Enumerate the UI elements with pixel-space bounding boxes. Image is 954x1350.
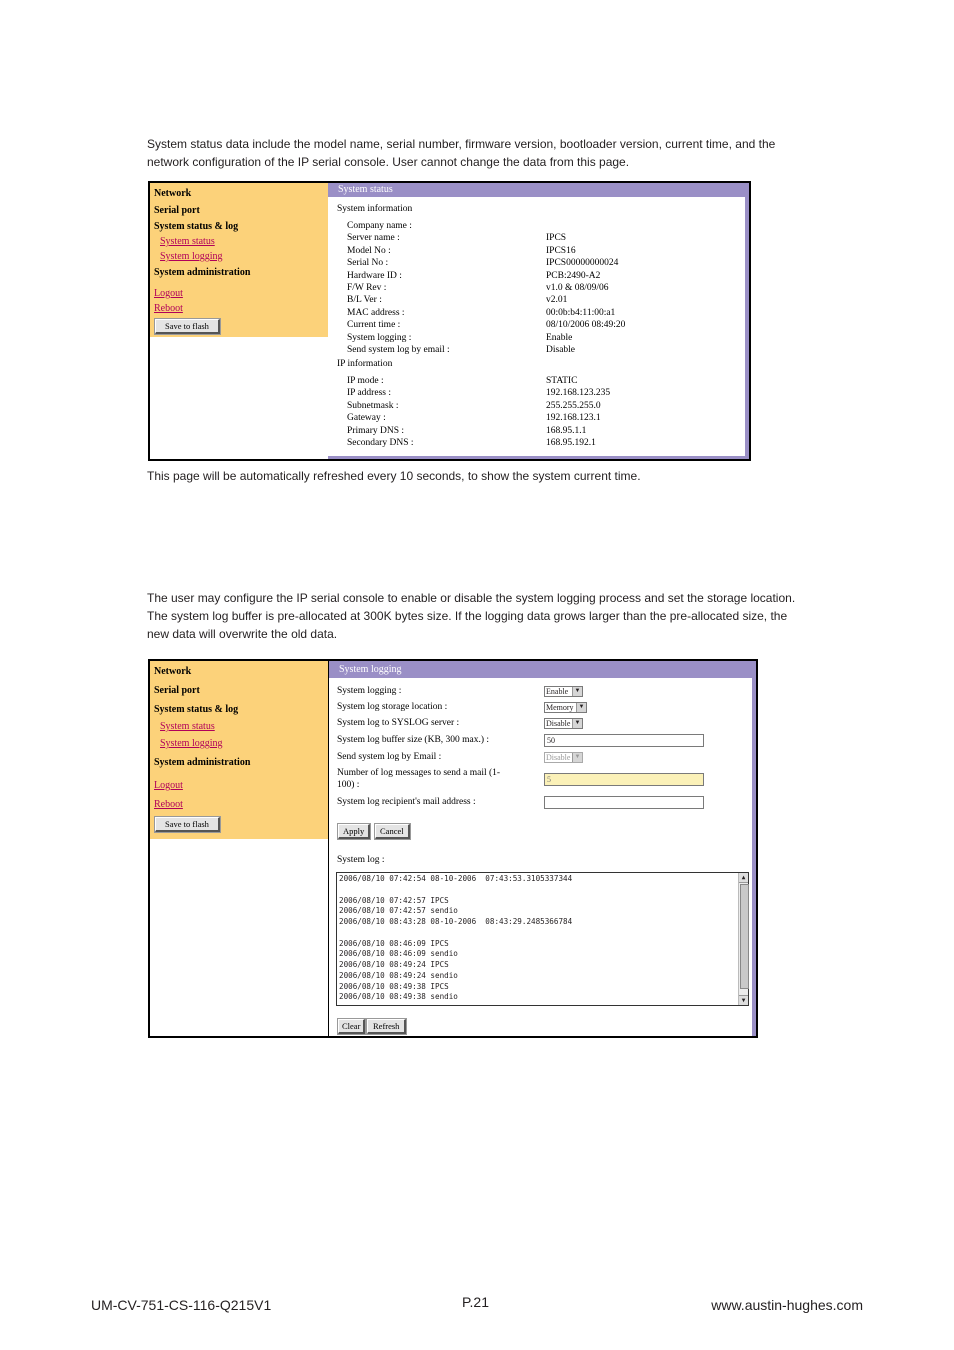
footer-doc-id: UM-CV-751-CS-116-Q215V1 [91, 1297, 272, 1313]
info-value: STATIC [546, 376, 578, 386]
mail-count-input[interactable]: 5 [544, 773, 704, 786]
system-logging-screenshot [148, 659, 758, 1038]
status-titlebar: System status [328, 183, 749, 197]
status-bottom-border [328, 456, 749, 459]
cancel-button[interactable]: Cancel [375, 824, 410, 839]
log-line: 2006/08/10 08:43:28 08-10-2006 08:43:29.2485366784 [339, 917, 573, 926]
log-line: 2006/08/10 08:46:09 IPCS [339, 938, 449, 948]
mail-count-label-1: Number of log messages to send a mail (1- [337, 768, 501, 778]
info-value: 00:0b:b4:11:00:a1 [546, 307, 616, 318]
sidebar-link-system-logging[interactable]: System logging [160, 251, 223, 262]
sidebar-link-system-status[interactable]: System status [160, 721, 215, 732]
info-label: Send system log by email : [347, 345, 450, 355]
info-value: 192.168.123.235 [546, 388, 611, 399]
info-label: IP mode : [347, 376, 384, 386]
sidebar-network[interactable]: Network [154, 188, 192, 199]
sidebar-serial-port[interactable]: Serial port [154, 205, 200, 216]
log-line: 2006/08/10 08:49:24 sendio [339, 970, 458, 980]
intro-line-1: System status data include the model name, serial number, firmware version, bootloader version, current time, and the [147, 137, 776, 151]
info-label: Subnetmask : [347, 400, 399, 411]
sidebar-link-system-status[interactable]: System status [160, 236, 215, 247]
info-label: System logging : [347, 332, 412, 343]
info-value: Disable [546, 345, 576, 355]
info-value: IPCS16 [546, 245, 576, 256]
info-label: MAC address : [347, 307, 405, 318]
info-label: Current time : [347, 320, 401, 331]
system-information-heading: System information [337, 204, 413, 214]
chevron-down-icon: ▼ [572, 753, 582, 762]
intro-paragraph [147, 135, 847, 171]
log-line [339, 928, 746, 939]
refresh-note: This page will be automatically refreshed every 10 seconds, to show the system current time. [147, 469, 641, 483]
footer-page-number: P.21 [462, 1294, 489, 1310]
logging-intro-line-1: The user may configure the IP serial console to enable or disable the system logging process and set the storage location. [147, 591, 796, 605]
status-right-border [745, 183, 749, 459]
log-line [339, 885, 746, 896]
buffer-size-input[interactable]: 50 [544, 734, 704, 747]
info-value: PCB:2490-A2 [546, 270, 601, 281]
info-label: Hardware ID : [347, 270, 402, 281]
sidebar-reboot-link[interactable]: Reboot [154, 303, 183, 314]
buffer-size-label: System log buffer size (KB, 300 max.) : [337, 735, 490, 745]
info-value: v1.0 & 08/09/06 [546, 283, 609, 293]
info-value: 255.255.255.0 [546, 400, 601, 411]
status-sidebar [150, 183, 328, 337]
storage-location-select[interactable] [544, 702, 587, 713]
system-logging-select[interactable] [544, 686, 583, 697]
info-label: Secondary DNS : [347, 438, 414, 448]
email-log-select[interactable] [544, 752, 583, 763]
syslog-server-label: System log to SYSLOG server : [337, 718, 460, 728]
email-log-value: Disable [546, 753, 571, 762]
sidebar-link-system-logging[interactable]: System logging [160, 738, 223, 749]
sidebar-status-log[interactable]: System status & log [154, 704, 239, 715]
recipient-input[interactable] [544, 796, 704, 809]
system-logging-value: Enable [546, 687, 569, 696]
logging-right-border [752, 661, 756, 1036]
storage-location-label: System log storage location : [337, 702, 448, 712]
sidebar-network[interactable]: Network [154, 666, 192, 677]
info-value: Enable [546, 332, 573, 343]
system-logging-label: System logging : [337, 686, 402, 696]
info-value: 192.168.123.1 [546, 413, 601, 424]
sidebar-serial-port[interactable]: Serial port [154, 685, 200, 696]
sidebar-status-log[interactable]: System status & log [154, 221, 239, 232]
sidebar-logout-link[interactable]: Logout [154, 288, 183, 299]
sidebar-system-admin[interactable]: System administration [154, 757, 251, 768]
email-log-label: Send system log by Email : [337, 752, 442, 762]
clear-button[interactable]: Clear [338, 1019, 365, 1034]
logging-main-panel [329, 661, 756, 1036]
logging-intro-paragraph [147, 589, 847, 643]
info-value: IPCS [546, 233, 567, 244]
storage-location-value: Memory [546, 703, 574, 712]
save-to-flash-button[interactable]: Save to flash [155, 319, 220, 334]
info-label: Gateway : [347, 413, 386, 424]
save-to-flash-button[interactable]: Save to flash [155, 817, 220, 832]
info-label: Model No : [347, 245, 391, 256]
info-value: 08/10/2006 08:49:20 [546, 320, 626, 331]
syslog-server-select[interactable] [544, 718, 583, 729]
scroll-thumb[interactable] [740, 884, 749, 989]
ip-information-heading: IP information [337, 359, 393, 369]
logging-sidebar [150, 661, 328, 1036]
info-value: v2.01 [546, 295, 568, 306]
refresh-button[interactable]: Refresh [367, 1019, 406, 1034]
log-line: 2006/08/10 07:42:54 08-10-2006 07:43:53.3105337344 [339, 874, 573, 883]
log-line: 2006/08/10 08:49:38 sendio [339, 992, 458, 1002]
chevron-down-icon: ▼ [576, 703, 586, 712]
apply-button[interactable]: Apply [338, 824, 370, 839]
log-line: 2006/08/10 08:49:24 IPCS [339, 960, 449, 969]
system-status-screenshot [148, 181, 751, 461]
system-log-lines [339, 874, 746, 1003]
log-line: 2006/08/10 07:42:57 IPCS [339, 895, 449, 905]
recipient-label: System log recipient's mail address : [337, 797, 476, 807]
sidebar-system-admin[interactable]: System administration [154, 267, 251, 278]
chevron-down-icon: ▼ [572, 687, 582, 696]
logging-titlebar: System logging [329, 661, 756, 678]
log-line: 2006/08/10 08:46:09 sendio [339, 949, 458, 959]
info-label: Server name : [347, 233, 400, 244]
scroll-up-icon[interactable]: ▲ [739, 873, 748, 883]
syslog-server-value: Disable [546, 719, 571, 728]
sidebar-logout-link[interactable]: Logout [154, 780, 183, 791]
info-value: IPCS00000000024 [546, 258, 619, 269]
scroll-down-icon[interactable]: ▼ [739, 995, 748, 1005]
info-label: F/W Rev : [347, 283, 387, 293]
info-label: Company name : [347, 221, 412, 231]
info-value: 168.95.1.1 [546, 425, 587, 436]
log-line: 2006/08/10 07:42:57 sendio [339, 906, 458, 916]
intro-line-2: network configuration of the IP serial console. User cannot change the data from this page. [147, 155, 630, 169]
log-line: 2006/08/10 08:49:38 IPCS [339, 981, 449, 991]
info-label: B/L Ver : [347, 295, 382, 306]
footer-website: www.austin-hughes.com [711, 1297, 863, 1313]
mail-count-label-2: 100) : [337, 780, 360, 790]
system-log-label: System log : [337, 855, 385, 865]
status-main-panel [328, 183, 749, 459]
logging-intro-line-2: The system log buffer is pre-allocated at 300K bytes size. If the logging data grows larger than the pre-allocated size, the [147, 609, 788, 623]
system-log-textarea[interactable] [336, 872, 749, 1006]
info-value: 168.95.192.1 [546, 438, 596, 448]
log-scrollbar[interactable] [738, 873, 748, 1005]
info-label: Serial No : [347, 258, 389, 269]
sidebar-reboot-link[interactable]: Reboot [154, 799, 183, 810]
chevron-down-icon: ▼ [572, 719, 582, 728]
info-label: Primary DNS : [347, 425, 404, 436]
logging-intro-line-3: new data will overwrite the old data. [147, 627, 338, 641]
info-label: IP address : [347, 388, 391, 399]
